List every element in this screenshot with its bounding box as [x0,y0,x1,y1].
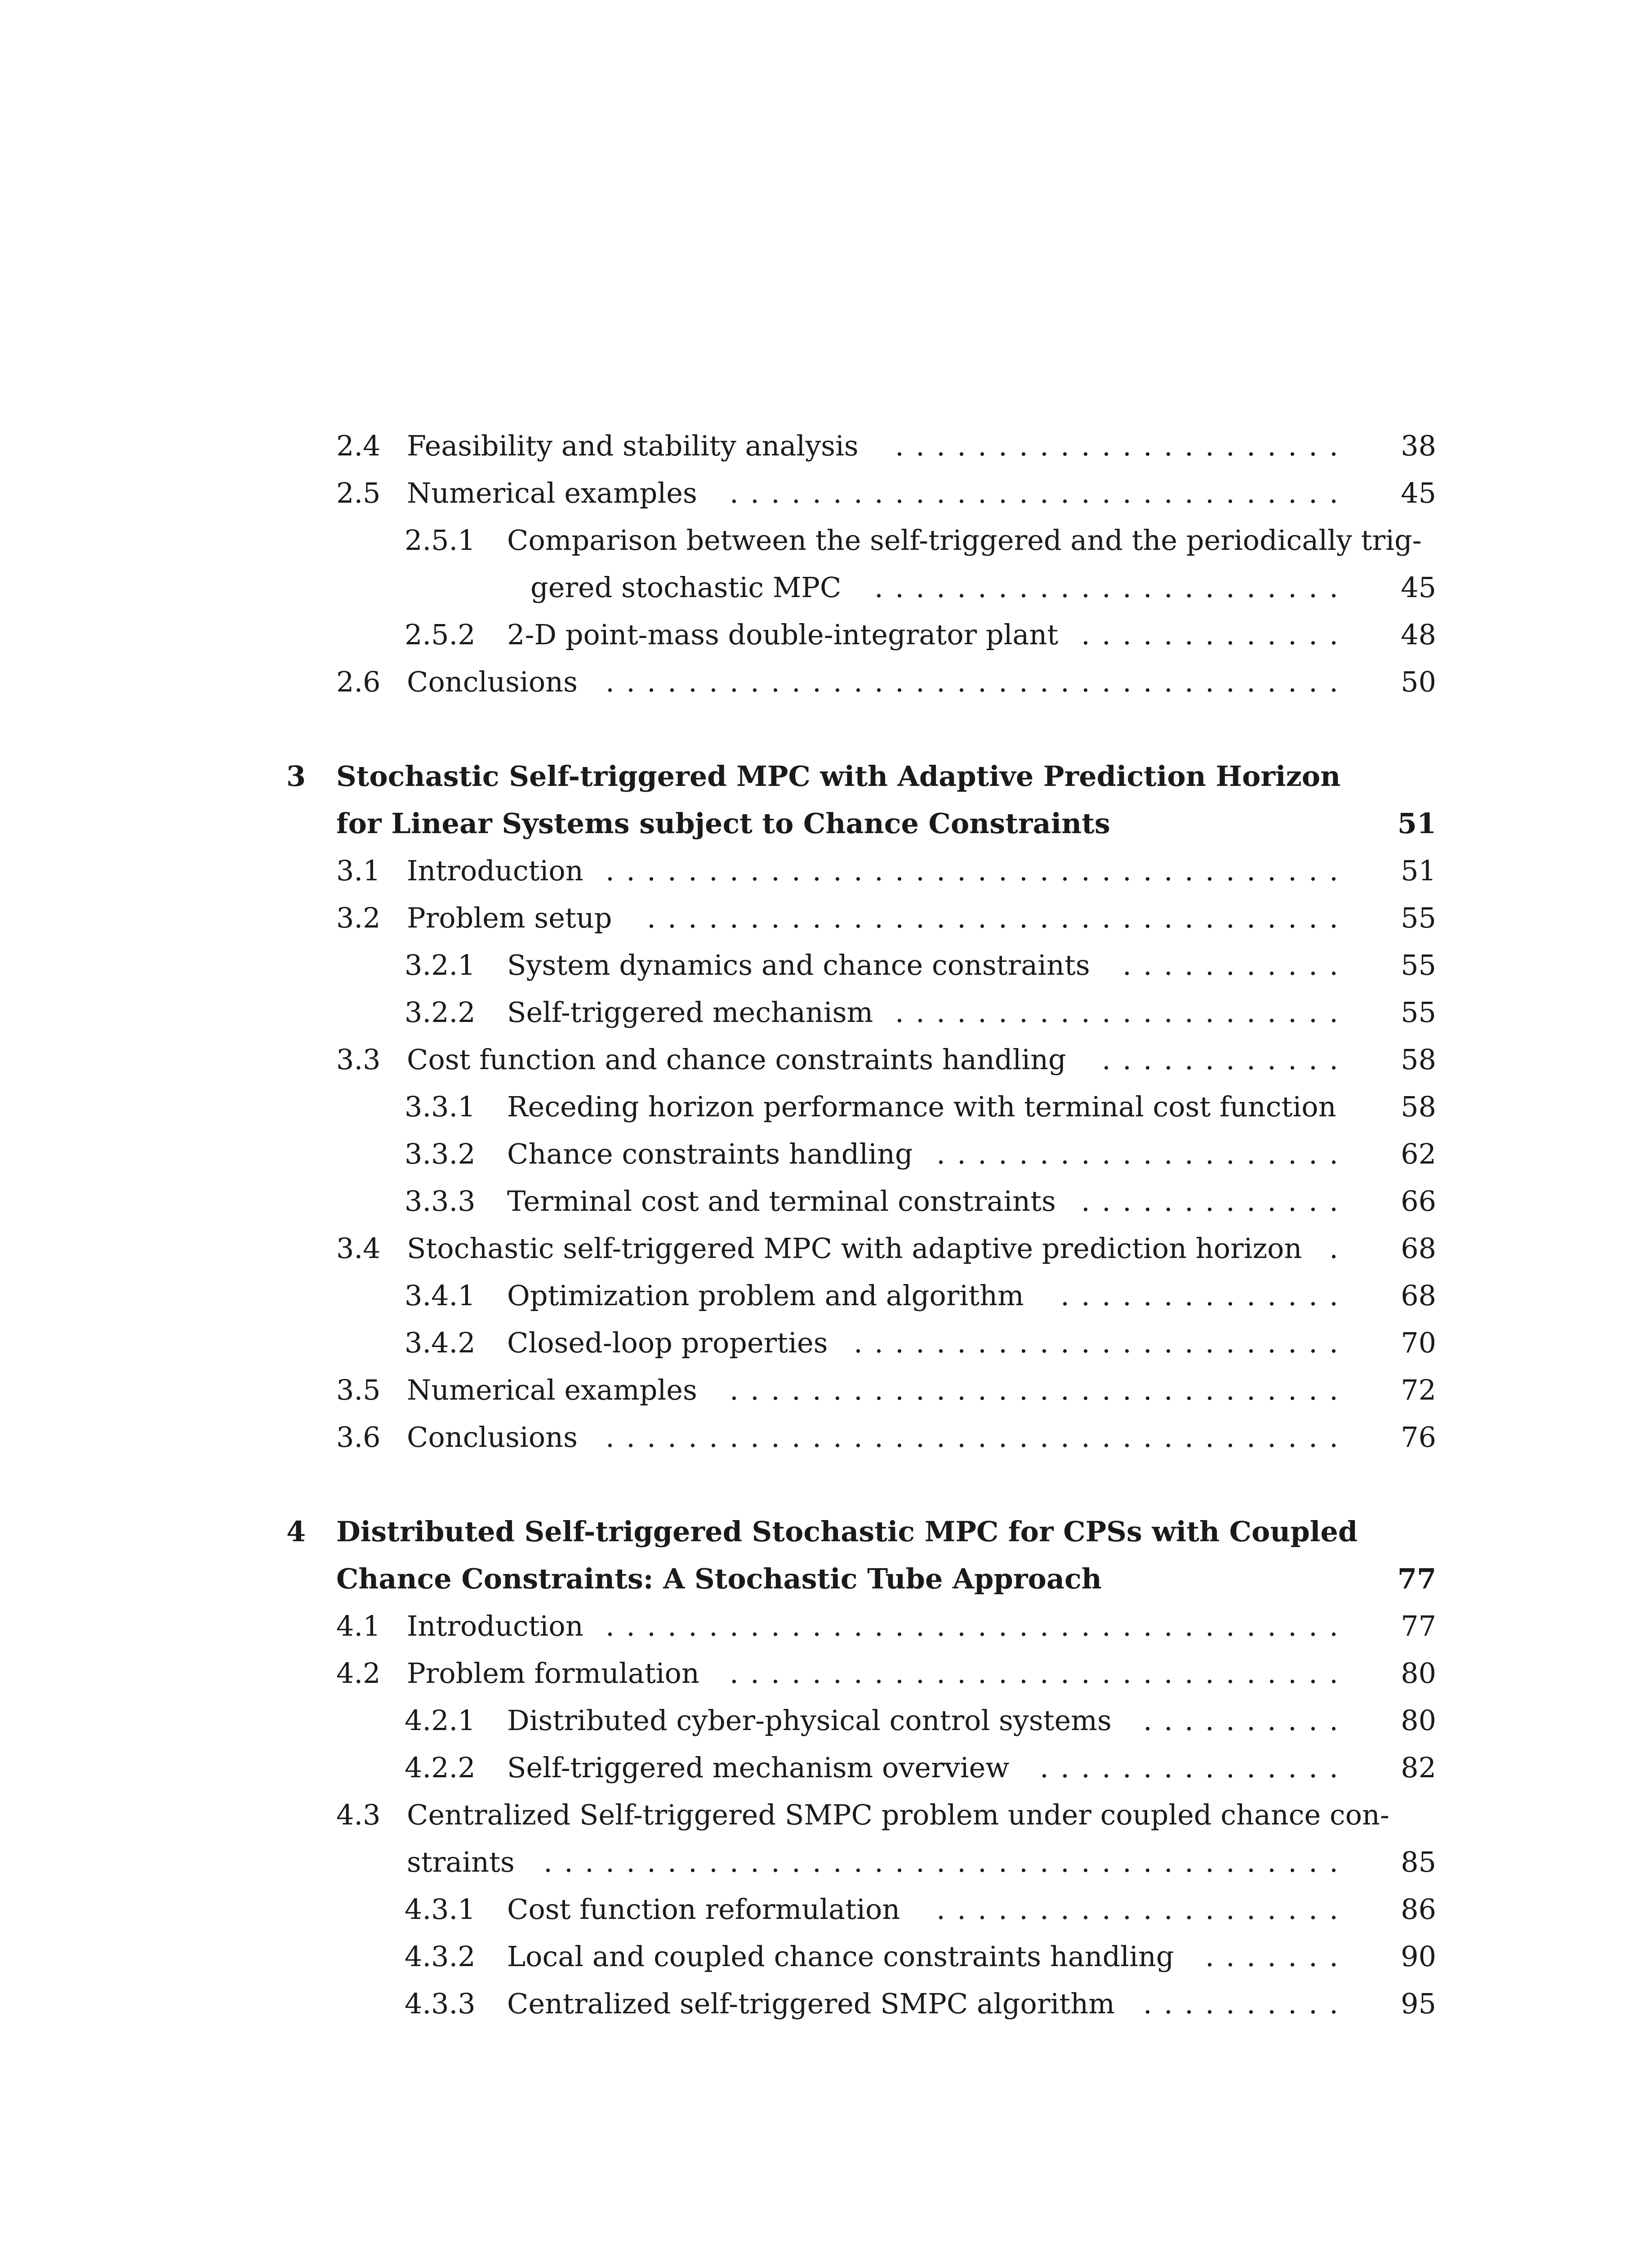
toc-entry-title: 2-D point-mass double-integrator plant [507,618,1059,651]
toc-entry-title: Numerical examples [407,1374,697,1406]
toc-entry-row [0,1839,1652,1886]
toc-entry-page: 66 [1401,1185,1436,1218]
toc-entry-row [0,659,1652,705]
toc-entry-title: Comparison between the self-triggered and the periodically trig- [507,524,1422,557]
toc-entry-number: 3.4.1 [405,1279,476,1312]
toc-entry-number: 4.3 [336,1798,381,1831]
toc-chapter-row [0,753,1652,800]
toc-entry-row [0,470,1652,517]
toc-entry-title: Local and coupled chance constraints handling [507,1940,1174,1973]
toc-dot-leader: . . . . . . . . . . . . . . . . . . . . [936,1893,1338,1926]
toc-dot-leader: . . . . . . . . . . . . . . . . . . . . . . [895,429,1338,462]
toc-entry-row [0,1320,1652,1366]
toc-dot-leader: . . . . . . . . . . [1143,1987,1338,2020]
toc-entry-row [0,1792,1652,1838]
toc-entry-title: Problem formulation [407,1657,699,1690]
toc-entry-number: 3.3.2 [405,1137,476,1170]
toc-entry-page: 76 [1401,1421,1436,1454]
toc-dot-leader: . . . . . . . . . . . . . [1081,1185,1338,1218]
toc-entry-page: 70 [1401,1326,1436,1359]
toc-entry-title: Self-triggered mechanism overview [507,1751,1010,1784]
toc-entry-number: 3.3.1 [405,1090,476,1123]
toc-entry-title: Chance Constraints: A Stochastic Tube Approach [336,1562,1102,1595]
toc-entry-number: 4.3.3 [405,1987,476,2020]
toc-entry-title: Optimization problem and algorithm [507,1279,1024,1312]
toc-entry-row [0,942,1652,989]
toc-entry-row [0,517,1652,564]
toc-entry-page: 58 [1401,1043,1436,1076]
toc-entry-page: 58 [1401,1090,1436,1123]
toc-entry-title: for Linear Systems subject to Chance Constraints [336,807,1110,840]
toc-dot-leader: . . . . . . . . . . [1143,1704,1338,1737]
toc-entry-row [0,847,1652,894]
toc-entry-page: 62 [1401,1137,1436,1170]
toc-entry-row [0,1367,1652,1414]
toc-entry-row [0,1933,1652,1980]
toc-dot-leader: . . . . . . . . . . . . . . . . . . . . . . . . . . . . . . . . . . . . [606,1610,1338,1642]
toc-entry-page: 50 [1401,665,1436,698]
toc-dot-leader: . . . . . . . . . . . . . . . . . . . . . . . . . . . . . . [730,1657,1338,1690]
toc-entry-row [0,564,1652,611]
toc-entry-number: 3.2.2 [405,996,476,1029]
toc-entry-title: gered stochastic MPC [530,571,842,604]
toc-entry-title: Self-triggered mechanism [507,996,873,1029]
toc-entry-title: Centralized self-triggered SMPC algorithm [507,1987,1115,2020]
toc-entry-number: 4 [286,1515,306,1548]
toc-entry-title: Stochastic self-triggered MPC with adaptive prediction horizon [407,1232,1302,1265]
toc-dot-leader: . . . . . . . . . . . . . . . . . . . . . . . . . . . . . . . . . . . . [606,1421,1338,1454]
toc-dot-leader: . . . . . . . . . . . . [1102,1043,1338,1076]
toc-entry-row [0,1036,1652,1083]
toc-dot-leader: . . . . . . . . . . . . . . . . . . . . . . . . . . . . . . . . . . [647,901,1338,934]
toc-entry-page: 90 [1401,1940,1436,1973]
toc-entry-number: 2.6 [336,665,381,698]
toc-entry-row [0,1603,1652,1650]
toc-dot-leader: . . . . . . . . . . . [1122,949,1338,981]
toc-entry-title: Introduction [407,854,583,887]
toc-entry-page: 82 [1401,1751,1436,1784]
toc-dot-leader: . . . . . . . . . . . . . [1081,618,1338,651]
toc-dot-leader: . . . . . . . . . . . . . . . . . . . . . . . . . . . . . . [730,1374,1338,1406]
toc-entry-number: 3.2.1 [405,949,476,981]
toc-entry-page: 86 [1401,1893,1436,1926]
toc-entry-number: 3.3.3 [405,1185,476,1218]
toc-entry-number: 3.2 [336,901,381,934]
toc-entry-title: Stochastic Self-triggered MPC with Adaptive Prediction Horizon [336,760,1341,793]
toc-entry-page: 51 [1397,807,1436,840]
toc-chapter-row [0,1556,1652,1602]
toc-entry-row [0,1744,1652,1791]
toc-entry-row [0,423,1652,469]
toc-entry-page: 77 [1397,1562,1436,1595]
toc-entry-title: Cost function reformulation [507,1893,900,1926]
toc-entry-page: 80 [1401,1657,1436,1690]
toc-entry-number: 4.3.2 [405,1940,476,1973]
toc-entry-number: 3.4 [336,1232,381,1265]
toc-entry-title: Centralized Self-triggered SMPC problem under coupled chance con- [407,1798,1389,1831]
toc-dot-leader: . . . . . . . . . . . . . . . . . . . . . . . . [854,1326,1338,1359]
toc-entry-title: Receding horizon performance with terminal cost function [507,1090,1336,1123]
toc-entry-number: 3.6 [336,1421,381,1454]
toc-entry-row [0,989,1652,1036]
toc-chapter-row [0,1508,1652,1555]
toc-entry-row [0,895,1652,941]
toc-entry-row [0,1084,1652,1130]
toc-entry-row [0,1178,1652,1225]
toc-dot-leader: . . . . . . . . . . . . . . . . . . . . . . . . . . . . . . [730,477,1338,509]
toc-entry-page: 77 [1401,1610,1436,1642]
toc-entry-page: 72 [1401,1374,1436,1406]
toc-entry-title: Distributed Self-triggered Stochastic MPC for CPSs with Coupled [336,1515,1358,1548]
toc-entry-number: 4.2.2 [405,1751,476,1784]
toc-entry-row [0,611,1652,658]
toc-entry-number: 3.1 [336,854,381,887]
toc-entry-title: Problem setup [407,901,612,934]
toc-entry-number: 4.2.1 [405,1704,476,1737]
toc-entry-row [0,1650,1652,1697]
toc-entry-page: 55 [1401,949,1436,981]
toc-entry-number: 4.2 [336,1657,381,1690]
toc-entry-page: 45 [1401,571,1436,604]
toc-entry-title: Introduction [407,1610,583,1642]
toc-entry-title: Conclusions [407,665,578,698]
toc-entry-page: 48 [1401,618,1436,651]
toc-entry-number: 2.4 [336,429,381,462]
toc-entry-row [0,1414,1652,1461]
toc-entry-row [0,1697,1652,1744]
toc-entry-page: 68 [1401,1279,1436,1312]
toc-entry-page: 45 [1401,477,1436,509]
toc-dot-leader: . . . . . . . . . . . . . . . . . . . . . . . [874,571,1338,604]
toc-dot-leader: . . . . . . . . . . . . . . . . . . . . . . [895,996,1338,1029]
toc-entry-title: Feasibility and stability analysis [407,429,859,462]
toc-entry-row [0,1272,1652,1319]
toc-entry-title: Cost function and chance constraints handling [407,1043,1066,1076]
toc-entry-page: 55 [1401,996,1436,1029]
toc-entry-number: 3.3 [336,1043,381,1076]
toc-dot-leader: . . . . . . . [1205,1940,1338,1973]
toc-entry-page: 80 [1401,1704,1436,1737]
toc-entry-title: Conclusions [407,1421,578,1454]
toc-entry-title: Closed-loop properties [507,1326,828,1359]
toc-entry-page: 38 [1401,429,1436,462]
toc-entry-row [0,1980,1652,2027]
toc-chapter-row [0,800,1652,847]
toc-entry-title: Numerical examples [407,477,697,509]
toc-entry-row [0,1225,1652,1272]
toc-dot-leader: . . . . . . . . . . . . . . . . . . . . [936,1137,1338,1170]
toc-dot-leader: . . . . . . . . . . . . . . [1060,1279,1338,1312]
toc-entry-number: 3.5 [336,1374,381,1406]
toc-entry-page: 55 [1401,901,1436,934]
toc-entry-title: Terminal cost and terminal constraints [507,1185,1056,1218]
toc-entry-number: 3 [286,760,306,793]
toc-entry-page: 51 [1401,854,1436,887]
toc-entry-number: 4.3.1 [405,1893,476,1926]
toc-entry-number: 2.5.2 [405,618,476,651]
toc-entry-number: 4.1 [336,1610,381,1642]
toc-dot-leader: . . . . . . . . . . . . . . . . . . . . . . . . . . . . . . . . . . . . [606,854,1338,887]
toc-dot-leader: . [1329,1232,1338,1265]
toc-entry-number: 2.5.1 [405,524,476,557]
toc-entry-page: 85 [1401,1846,1436,1878]
toc-entry-page: 68 [1401,1232,1436,1265]
toc-entry-number: 2.5 [336,477,381,509]
toc-dot-leader: . . . . . . . . . . . . . . . . . . . . . . . . . . . . . . . . . . . . [606,665,1338,698]
toc-entry-row [0,1886,1652,1933]
toc-entry-page: 95 [1401,1987,1436,2020]
toc-dot-leader: . . . . . . . . . . . . . . . . . . . . . . . . . . . . . . . . . . . . . . . [543,1846,1338,1878]
toc-entry-row [0,1131,1652,1178]
toc-entry-title: straints [407,1846,515,1878]
toc-entry-title: Distributed cyber-physical control systems [507,1704,1112,1737]
toc-entry-number: 3.4.2 [405,1326,476,1359]
toc-entry-title: Chance constraints handling [507,1137,913,1170]
toc-entry-title: System dynamics and chance constraints [507,949,1090,981]
toc-dot-leader: . . . . . . . . . . . . . . . [1040,1751,1338,1784]
